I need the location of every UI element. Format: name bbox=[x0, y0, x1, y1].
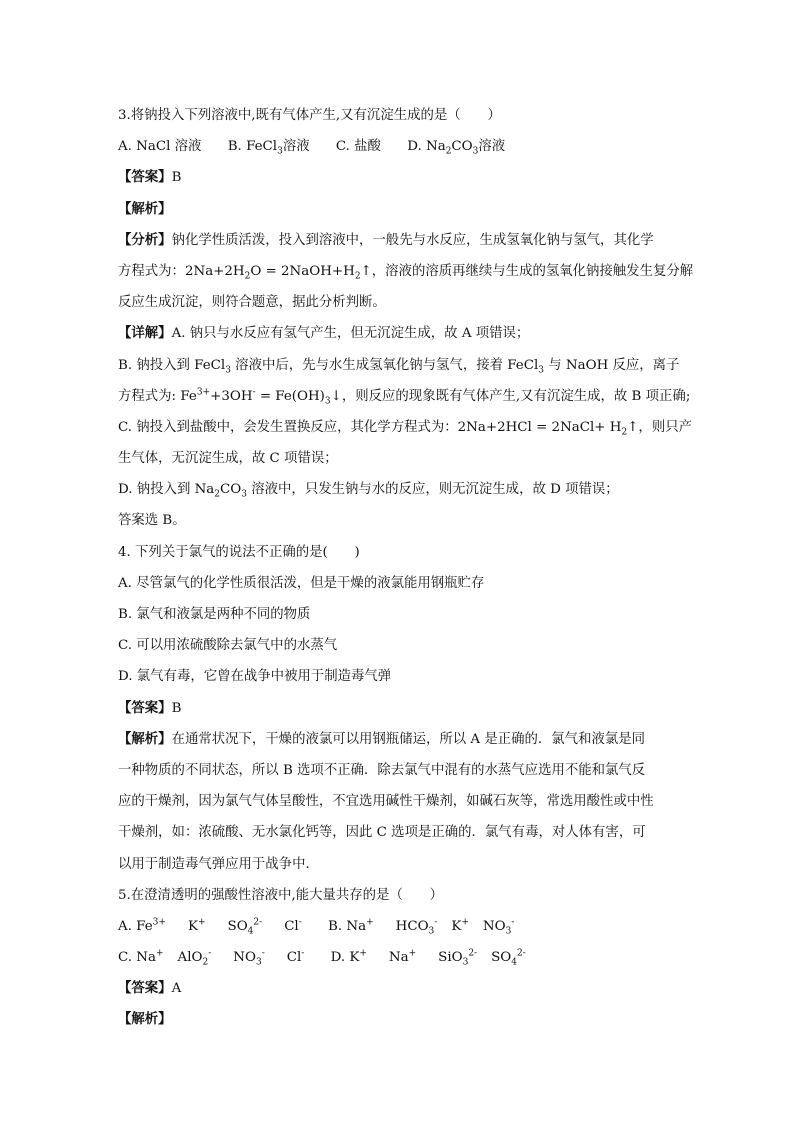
q3-xiangjie-d: D. 钠投入到 $Na_2CO_3$ 溶液中，只发生钠与水的反应，则无沉淀生成，故 D 项错误； bbox=[118, 482, 619, 500]
q4-stem: 4. 下列关于氯气的说法不正确的是( ) bbox=[118, 544, 360, 560]
q3-analysis-tag: 【解析】 bbox=[118, 200, 172, 217]
q5-stem: 5.在澄清透明的强酸性溶液中,能大量共存的是（ ） bbox=[118, 887, 444, 903]
document-page bbox=[118, 100, 694, 1036]
q3-xiangjie-b2: 方程式为: $Fe^{3+}+3OH^-$ = $Fe(OH)_3↓$，则反应的现象既有气体产生,又有沉淀生成，故 B 项正确; bbox=[118, 387, 691, 407]
q5-option-c: C. Na+ AlO$_2$- $NO_3^-$ Cl- bbox=[118, 948, 305, 968]
q4-analysis-4: 干燥剂，如：浓硫酸、无水氯化钙等，因此 C 选项是正确的．氯气有毒，对人体有害，可 bbox=[118, 825, 646, 841]
q5-options-cd bbox=[118, 942, 680, 973]
q4-analysis-3: 应的干燥剂，因为氯气气体呈酸性，不宜选用碱性干燥剂，如碱石灰等，常选用酸性或中性 bbox=[118, 794, 654, 810]
q5-option-b: B. Na+ $HCO_3^-$ K+ $NO_3^-$ bbox=[328, 917, 515, 937]
q5-options-ab bbox=[118, 911, 680, 942]
q4-answer: 【答案】B bbox=[118, 699, 182, 716]
q3-xiangjie-c1: C. 钠投入到盐酸中，会发生置换反应，其化学方程式为：2Na+2HCl = 2NaCl+ $H_2↑$，则只产 bbox=[118, 419, 692, 438]
q3-option-b: B. FeCl$_3$溶液 bbox=[227, 139, 310, 157]
q3-option-d: D. $Na_2CO_3$溶液 bbox=[407, 139, 506, 157]
q5-option-d: D. K+ Na+ SiO$_3^{2-}$ $SO_4^{2-}$ bbox=[330, 948, 526, 968]
q5-analysis-tag: 【解析】 bbox=[118, 1011, 172, 1028]
q4-option-d: D. 氯气有毒，它曾在战争中被用于制造毒气弹 bbox=[118, 669, 392, 685]
q3-answer: 【答案】B bbox=[118, 169, 182, 186]
q3-fenxi-line1: 【分析】钠化学性质活泼，投入到溶液中，一般先与水反应，生成氢氧化钠与氢气，其化学 bbox=[118, 231, 654, 248]
q3-fenxi-line3: 反应生成沉淀，则符合题意，据此分析判断。 bbox=[118, 295, 386, 311]
q4-analysis-2: 一种物质的不同状态，所以 B 选项不正确．除去氯气中混有的水蒸气应选用不能和氯气反 bbox=[118, 762, 646, 778]
q3-stem: 3.将钠投入下列溶液中,既有气体产生,又有沉淀生成的是（ ） bbox=[118, 108, 501, 123]
q3-xiangjie-a: 【详解】A. 钠只与水反应有氢气产生，但无沉淀生成，故 A 项错误； bbox=[118, 325, 530, 342]
q4-analysis-1: 【解析】在通常状况下，干燥的液氯可以用钢瓶储运，所以 A 是正确的．氯气和液氯是同 bbox=[118, 730, 646, 747]
q3-fenxi-line2: 方程式为：$2Na+2H_2O$ = $2NaOH+H_2↑$，溶液的溶质再继续与生成的氢氧化钠接触发生复分解 bbox=[118, 263, 694, 282]
q5-answer: 【答案】A bbox=[118, 980, 182, 997]
q3-option-a: A. NaCl 溶液 bbox=[118, 139, 202, 155]
q4-option-b: B. 氯气和液氯是两种不同的物质 bbox=[118, 607, 311, 622]
q3-conclusion: 答案选 B。 bbox=[118, 513, 186, 529]
fenxi-tag: 【分析】 bbox=[118, 231, 172, 248]
q4-option-c: C. 可以用浓硫酸除去氯气中的水蒸气 bbox=[118, 638, 338, 654]
q3-options bbox=[118, 131, 680, 162]
q5-option-a: A. $Fe^{3+}$ K+ $SO_4^{2-}$ Cl- bbox=[118, 917, 302, 937]
q3-xiangjie-c2: 生气体，无沉淀生成，故 C 项错误； bbox=[118, 451, 338, 467]
q4-analysis-5: 以用于制造毒气弹应用于战争中． bbox=[118, 856, 319, 872]
xiangjie-tag: 【详解】 bbox=[118, 325, 172, 342]
answer-tag: 【答案】 bbox=[118, 169, 172, 186]
q3-xiangjie-b1: B. 钠投入到 FeCl$_3$ 溶液中后，先与水生成氢氧化钠与氢气，接着 FeCl$_3$ 与 NaOH 反应，离子 bbox=[118, 357, 680, 376]
q3-option-c: C. 盐酸 bbox=[335, 139, 381, 155]
q4-option-a: A. 尽管氯气的化学性质很活泼，但是干燥的液氯能用钢瓶贮存 bbox=[118, 575, 485, 591]
